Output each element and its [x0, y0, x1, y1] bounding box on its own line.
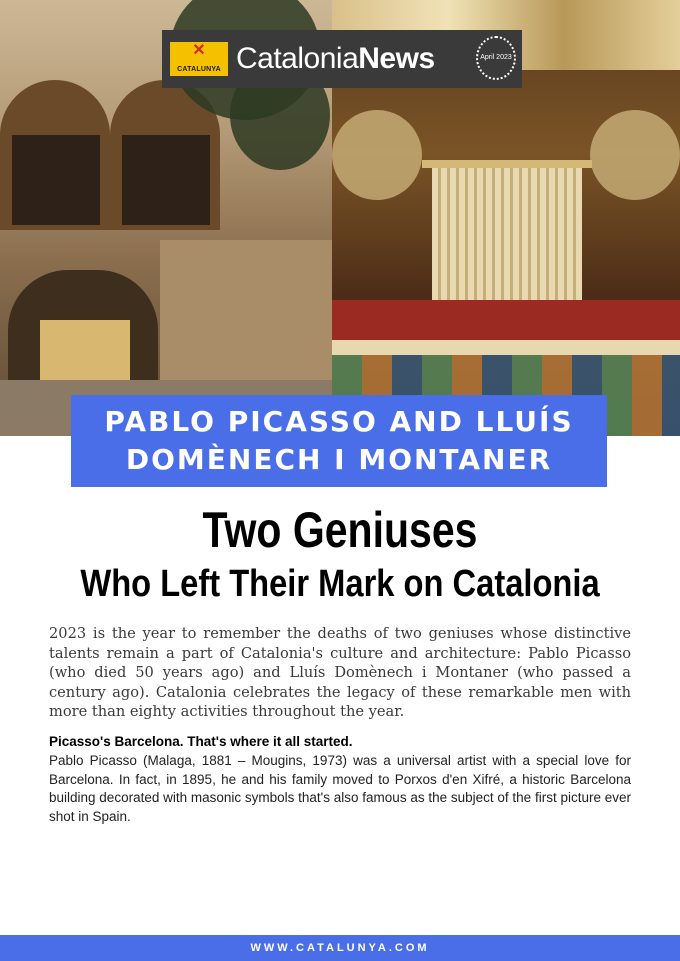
section-body: Pablo Picasso (Malaga, 1881 – Mougins, 1973) was a universal artist with a special love for Barcelona. In fact, in 1895, he and his family moved to Porxos d'en Xifré, a historic Barcelona building decorated with masonic symbols that's also famous as the subject of the first picture ever shot in Spain. [49, 753, 631, 824]
banner-line-1: PABLO PICASSO AND LLUÍS [104, 405, 574, 438]
footer-bar [0, 935, 680, 961]
headline-banner [71, 395, 607, 487]
edition-date-badge: April 2023 [476, 36, 516, 80]
logo-wordmark [236, 42, 435, 76]
intro-paragraph: 2023 is the year to remember the deaths of two geniuses whose distinctive talents remain a part of Catalonia's culture and architecture: Pablo Picasso (who died 50 years ago) and Lluís Domènech i Montaner (who passed a century ago). Catalonia celebrates the legacy of these remarkable men with more than eighty activities throughout the year. [49, 625, 631, 721]
logo-name-bold: News [358, 42, 435, 75]
article-subtitle: Who Left Their Mark on Catalonia [80, 563, 600, 605]
catalunya-x-icon: ✕ [192, 42, 206, 59]
badge-text: CATALUNYA [177, 66, 221, 73]
catalunya-badge [170, 42, 228, 76]
section-heading: Picasso's Barcelona. That's where it all started. [49, 734, 353, 749]
logo-name-regular: Catalonia [236, 42, 359, 75]
footer-url-link[interactable]: WWW.CATALUNYA.COM [250, 942, 430, 954]
catalonia-news-logo [162, 30, 522, 88]
article-title: Two Geniuses [202, 502, 478, 558]
banner-line-2: DOMÈNECH I MONTANER [125, 443, 553, 476]
